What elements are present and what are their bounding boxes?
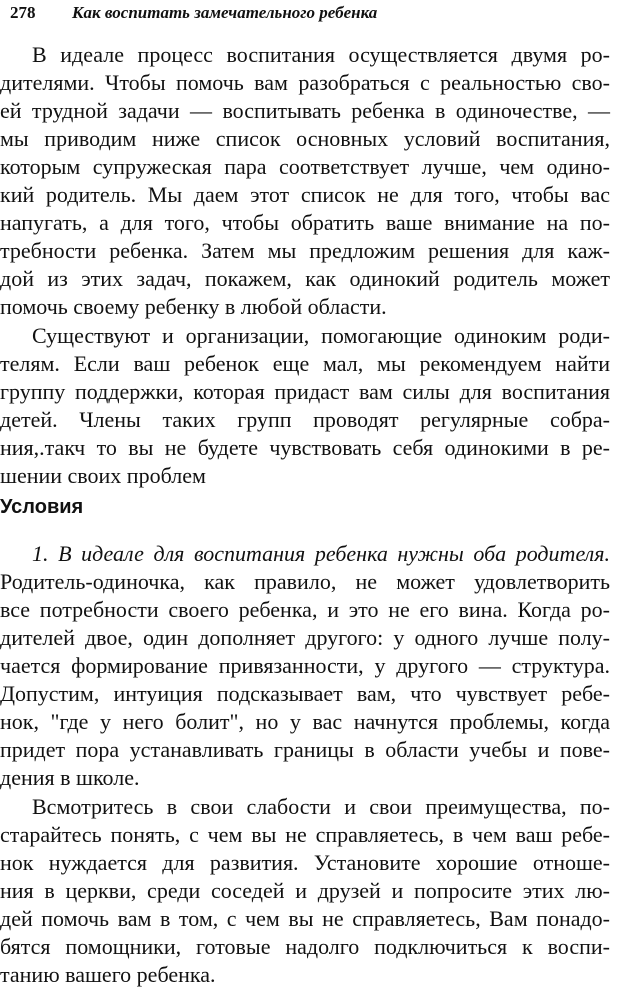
page-number: 278 [10, 3, 36, 22]
paragraph-2-line: ния,.такч то вы не будете чувствовать себя одинокими в ре- [0, 435, 610, 460]
paragraph-4-line: танию вашего ребенка. [0, 962, 216, 987]
paragraph-1-line: напугать, а для того, чтобы обратить ваше внимание на по- [0, 210, 610, 235]
paragraph-3-line: Допустим, интуиция подсказывает вам, что чувствует ребе- [0, 681, 610, 706]
running-header [10, 4, 377, 22]
paragraph-2-line: телям. Если ваш ребенок еще мал, мы рекомендуем найти [0, 351, 610, 376]
paragraph-2-line: шении своих проблем [0, 463, 206, 488]
paragraph-3-line: нок, "где у него болит", но у вас начнутся проблемы, когда [0, 709, 610, 734]
paragraph-4-line: бятся помощники, готовые надолго подключиться к воспи- [0, 934, 610, 959]
paragraph-1-line: кий родитель. Мы даем этот список не для того, чтобы вас [0, 182, 610, 207]
paragraph-2-line: группу поддержки, которая придаст вам силы для воспитания [0, 379, 610, 404]
paragraph-3-line: придет пора устанавливать границы в области учебы и пове- [0, 737, 610, 762]
paragraph-2-line: детей. Члены таких групп проводят регулярные собра- [0, 407, 610, 432]
paragraph-4-line: старайтесь понять, с чем вы не справляетесь, в чем ваш ребе- [0, 822, 610, 847]
paragraph-1-line: ей трудной задачи — воспитывать ребенка в одиночестве, — [0, 98, 610, 123]
paragraph-4-line: дей помочь вам в том, с чем вы не справляетесь, Вам понадо- [0, 906, 610, 931]
paragraph-1-line: мы приводим ниже список основных условий воспитания, [0, 126, 610, 151]
paragraph-3-line: 1. В идеале для воспитания ребенка нужны оба родителя. [32, 541, 610, 566]
paragraph-3-line: все потребности своего ребенка, и это не его вина. Когда ро- [0, 597, 610, 622]
paragraph-1-line: которым супружеская пара соответствует лучше, чем одино- [0, 154, 610, 179]
paragraph-1-line: дителями. Чтобы помочь вам разобраться с реальностью сво- [0, 70, 610, 95]
paragraph-1-line: помочь своему ребенку в любой области. [0, 294, 387, 319]
paragraph-4-line: ния в церкви, среди соседей и друзей и попросите этих лю- [0, 878, 610, 903]
running-title: Как воспитать замечательного ребенка [72, 3, 378, 22]
paragraph-2-line: Существуют и организации, помогающие одиноким роди- [32, 323, 610, 348]
paragraph-3-line: дения в школе. [0, 765, 140, 790]
paragraph-1-line: В идеале процесс воспитания осуществляется двумя ро- [32, 42, 610, 67]
paragraph-4-line: нок нуждается для развития. Установите хорошие отноше- [0, 850, 610, 875]
paragraph-1-line: требности ребенка. Затем мы предложим решения для каж- [0, 238, 610, 263]
paragraph-3-line: Родитель-одиночка, как правило, не может удовлетворить [0, 569, 610, 594]
paragraph-4-line: Всмотритесь в свои слабости и свои преимущества, по- [32, 794, 610, 819]
paragraph-1-line: дой из этих задач, покажем, как одинокий родитель может [0, 266, 610, 291]
section-heading: Условия [0, 496, 84, 518]
paragraph-3-line: чается формирование привязанности, у другого — структура. [0, 653, 610, 678]
paragraph-3-line: дителей двое, один дополняет другого: у одного лучше полу- [0, 625, 610, 650]
